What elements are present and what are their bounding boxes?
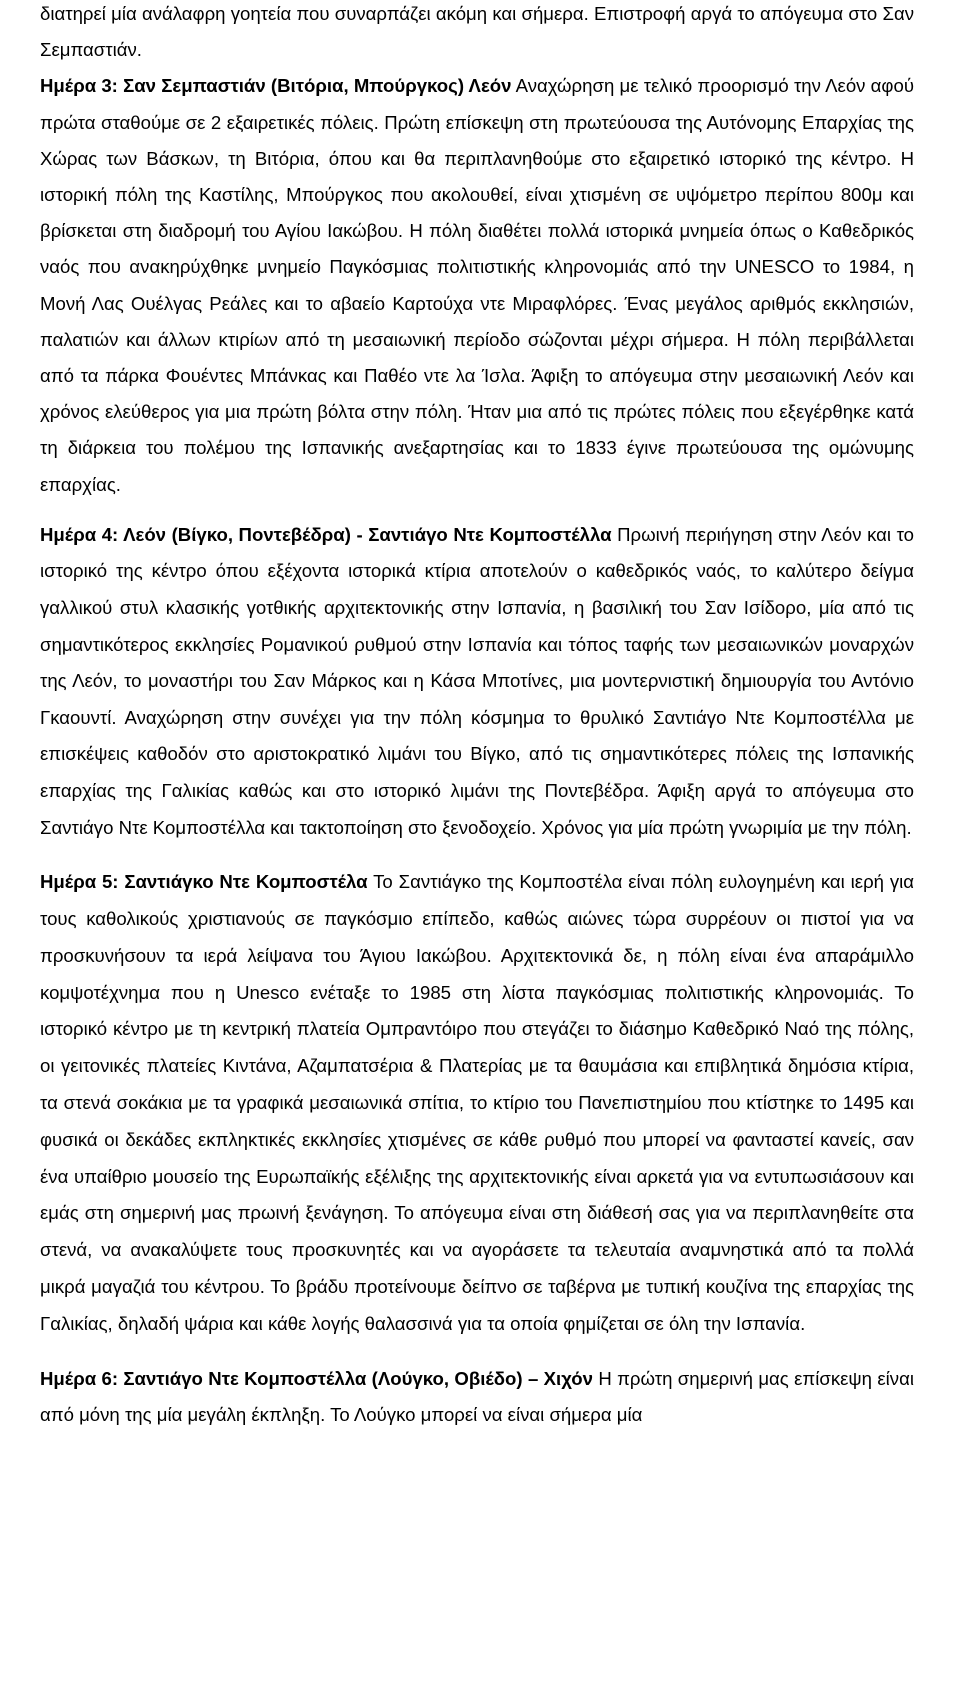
day4-body: Πρωινή περιήγηση στην Λεόν και το ιστορικό της κέντρο όπου εξέχοντα ιστορικά κτίρια αποτελούν ο καθεδρικός ναός, το καλύτερο δείγμα γαλλικού στυλ κλασικής γοτθικής αρχιτεκτονικής στην Ισπανία, η βασιλική του Σαν Ισίδορο, μία από τις σημαντικότερος εκκλησίες Ρομανικού ρυθμού στην Ισπανία και τόπος ταφής των μεσαιωνικών μοναρχών της Λεόν, το μοναστήρι του Σαν Μάρκος και η Κάσα Μποτίνες, μια μοντερνιστική δημιουργία του Αντόνιο Γκαουντί. Αναχώρηση στην συνέχει για την πόλη κόσμημα το θρυλικό Σαντιάγο Ντε Κομποστέλλα με επισκέψεις καθοδόν στο αριστοκρατικό λιμάνι του Βίγκο, από τις σημαντικότερες πόλεις της Ισπανικής επαρχίας της Γαλικίας καθώς και στο ιστορικό λιμάνι της Ποντεβέδρα. Άφιξη αργά το απόγευμα στο Σαντιάγο Ντε Κομποστέλλα και τακτοποίηση στο ξενοδοχείο. Χρόνος για μία πρώτη γνωριμία με την πόλη. [40,523,914,838]
day3-heading: Ημέρα 3: Σαν Σεμπαστιάν (Βιτόρια, Μπούργκος) Λεόν [40,75,512,97]
day6-body: Η πρώτη σημερινή μας επίσκεψη είναι από μόνη της μία μεγάλη έκπληξη. Το Λούγκο μπορεί να είναι σήμερα μία [40,1367,914,1425]
day5-paragraph [40,864,914,1342]
day3-paragraph [40,68,914,502]
day4-heading: Ημέρα 4: Λεόν (Βίγκο, Ποντεβέδρα) - Σαντιάγο Ντε Κομποστέλλα [40,523,612,545]
day5-heading: Ημέρα 5: Σαντιάγκο Ντε Κομποστέλα [40,871,368,893]
intro-text: διατηρεί μία ανάλαφρη γοητεία που συναρπάζει ακόμη και σήμερα. Επιστροφή αργά το απόγευμα στο Σαν Σεμπαστιάν. [40,3,914,61]
day6-paragraph [40,1361,914,1434]
document-body [40,0,914,1433]
day4-paragraph [40,517,914,846]
day3-body: Αναχώρηση με τελικό προορισμό την Λεόν αφού πρώτα σταθούμε σε 2 εξαιρετικές πόλεις. Πρώτη επίσκεψη στη πρωτεύουσα της Αυτόνομης Επαρχίας της Χώρας των Βάσκων, τη Βιτόρια, όπου και θα περιπλανηθούμε στο εξαιρετικό ιστορικό της κέντρο. Η ιστορική πόλη της Καστίλης, Μπούργκος που ακολουθεί, είναι χτισμένη σε υψόμετρο περίπου 800μ και βρίσκεται στη διαδρομή του Αγίου Ιακώβου. Η πόλη διαθέτει πολλά ιστορικά μνημεία όπως ο Καθεδρικός ναός που ανακηρύχθηκε μνημείο Παγκόσμιας πολιτιστικής κληρονομιάς από την UNESCO το 1984, η Μονή Λας Ουέλγας Ρεάλες και το αβαείο Καρτούχα ντε Μιραφλόρες. Ένας μεγάλος αριθμός εκκλησιών, παλατιών και άλλων κτιρίων από τη μεσαιωνική περίοδο σώζονται μέχρι σήμερα. Η πόλη περιβάλλεται από τα πάρκα Φουέντες Μπάνκας και Παθέο ντε λα Ίσλα. Άφιξη το απόγευμα στην μεσαιωνική Λεόν και χρόνος ελεύθερος για μια πρώτη βόλτα στην πόλη. Ήταν μια από τις πρώτες πόλεις που εξεγέρθηκε κατά τη διάρκεια του πολέμου της Ισπανικής ανεξαρτησίας και το 1833 έγινε πρωτεύουσα της ομώνυμης επαρχίας. [40,75,914,495]
day6-heading: Ημέρα 6: Σαντιάγο Ντε Κομποστέλλα (Λούγκο, Οβιέδο) – Χιχόν [40,1367,593,1389]
day5-body: Το Σαντιάγκο της Κομποστέλα είναι πόλη ευλογημένη και ιερή για τους καθολικούς χριστιανούς σε παγκόσμιο επίπεδο, καθώς αιώνες τώρα συρρέουν οι πιστοί για να προσκυνήσουν τα ιερά λείψανα του Άγιου Ιακώβου. Αρχιτεκτονικά δε, η πόλη είναι ένα απαράμιλλο κομψοτέχνημα που η Unesco ενέταξε το 1985 στη λίστα παγκόσμιας πολιτιστικής κληρονομιάς. Το ιστορικό κέντρο με τη κεντρική πλατεία Ομπραντόιρο που στεγάζει το διάσημο Καθεδρικό Ναό της πόλης, οι γειτονικές πλατείες Κιντάνα, Αζαμπατσέρια & Πλατερίας με τα θαυμάσια και επιβλητικά δημόσια κτίρια, τα στενά σοκάκια με τα γραφικά μεσαιωνικά σπίτια, το κτίριο του Πανεπιστημίου που κτίστηκε το 1495 και φυσικά οι δεκάδες εκπληκτικές εκκλησίες χτισμένες σε κάθε ρυθμό που μπορεί να φανταστεί κανείς, σαν ένα υπαίθριο μουσείο της Ευρωπαϊκής εξέλιξης της αρχιτεκτονικής είναι αρκετά για να εντυπωσιάσουν και εμάς στη σημερινή μας πρωινή ξενάγηση. Το απόγευμα είναι στη διάθεσή σας για να περιπλανηθείτε στα στενά, να ανακαλύψετε τους προσκυνητές και να αγοράσετε τα τελευταία αναμνηστικά από τα πολλά μικρά μαγαζιά του κέντρου. Το βράδυ προτείνουμε δείπνο σε ταβέρνα με τυπική κουζίνα της επαρχίας της Γαλικίας, δηλαδή ψάρια και κάθε λογής θαλασσινά για τα οποία φημίζεται σε όλη την Ισπανία. [40,871,914,1334]
intro-paragraph [40,0,914,68]
